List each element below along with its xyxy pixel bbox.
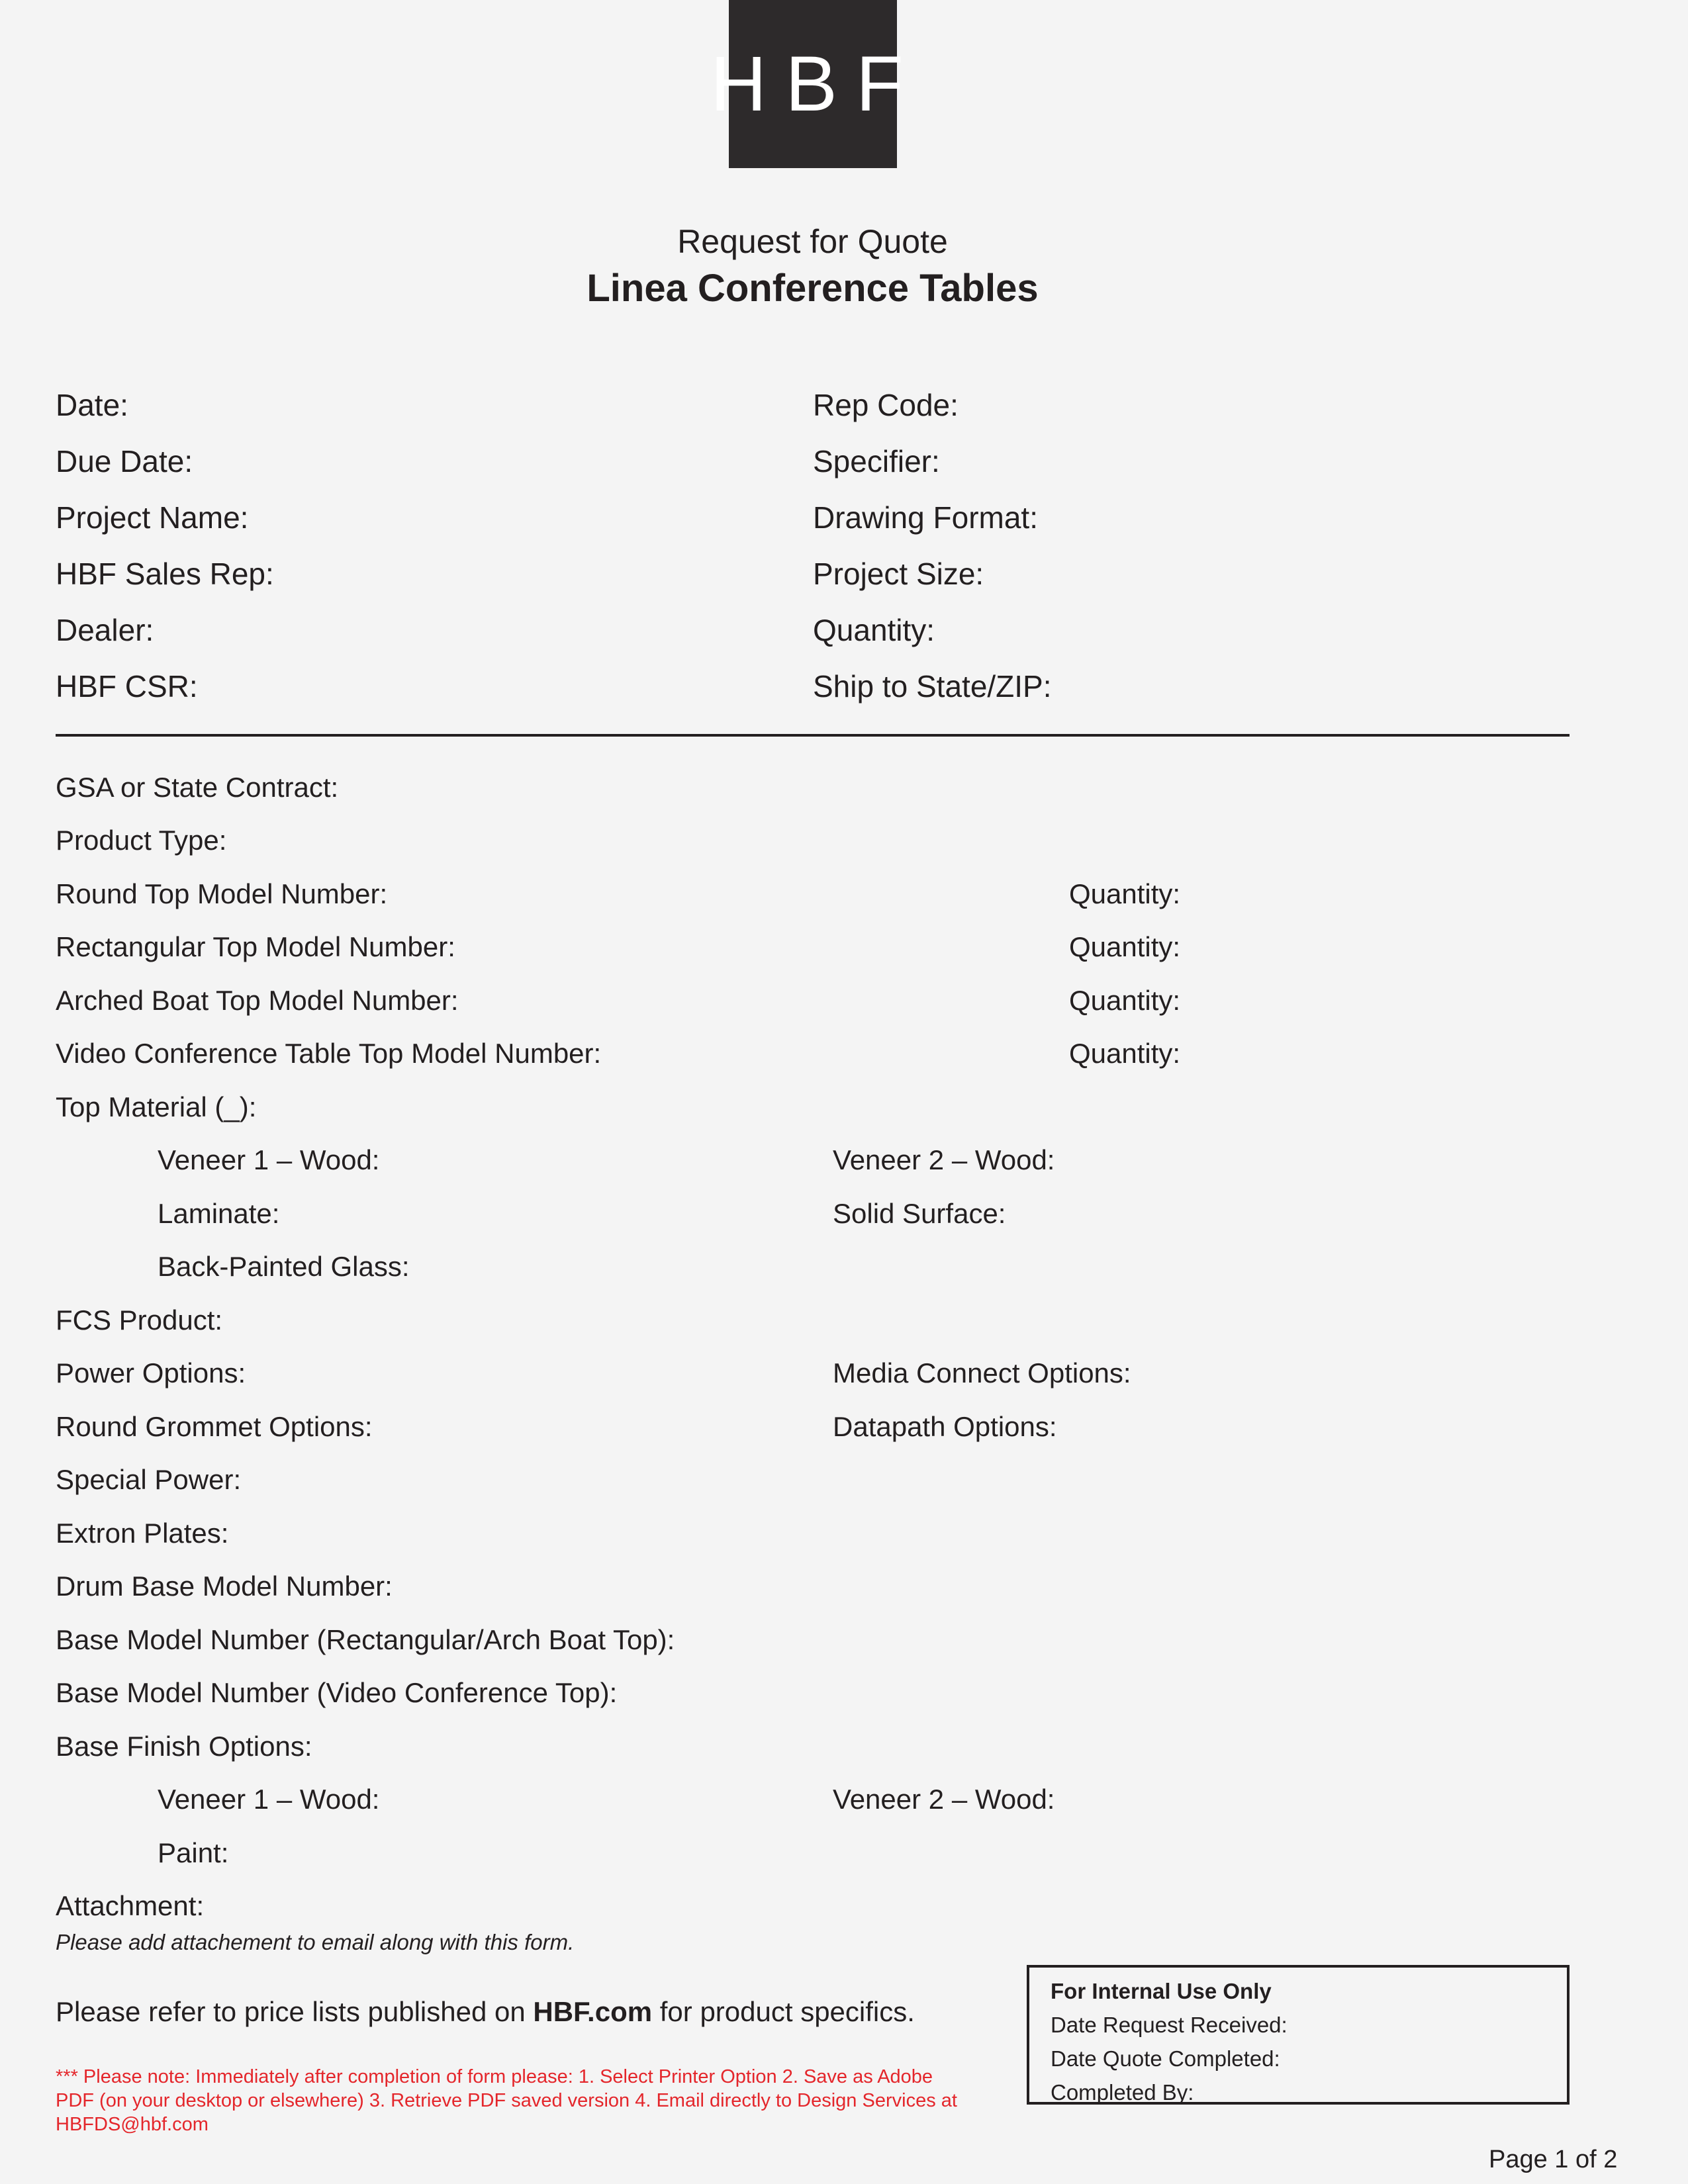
hbf-logo: HBF [729, 0, 897, 168]
base-video-label: Base Model Number (Video Conference Top): [56, 1677, 618, 1708]
date-request-received-label: Date Request Received: [1051, 2013, 1288, 2037]
project-name-label: Project Name: [56, 500, 249, 535]
video-top-quantity-label: Quantity: [1069, 1038, 1181, 1069]
section-divider [56, 734, 1570, 737]
datapath-label: Datapath Options: [833, 1411, 1057, 1442]
internal-use-box [1027, 1965, 1570, 2105]
quantity-label: Quantity: [813, 613, 935, 647]
fcs-product-label: FCS Product: [56, 1304, 223, 1336]
refer-text-after: for product specifics. [652, 1996, 915, 2027]
base-finish-label: Base Finish Options: [56, 1731, 312, 1762]
paint-label: Paint: [158, 1837, 229, 1868]
date-quote-completed-label: Date Quote Completed: [1051, 2046, 1280, 2071]
laminate-label: Laminate: [158, 1198, 280, 1229]
back-painted-glass-label: Back-Painted Glass: [158, 1251, 410, 1282]
product-type-label: Product Type: [56, 825, 227, 856]
top-material-label: Top Material (_): [56, 1091, 257, 1122]
attachment-note: Please add attachement to email along with this form. [56, 1930, 575, 1954]
specifier-label: Specifier: [813, 444, 940, 478]
rect-top-model-label: Rectangular Top Model Number: [56, 931, 455, 962]
special-power-label: Special Power: [56, 1464, 242, 1495]
hbf-sales-rep-label: HBF Sales Rep: [56, 557, 274, 591]
page-number: Page 1 of 2 [1489, 2146, 1618, 2173]
hbf-link[interactable]: HBF.com [533, 1996, 653, 2027]
media-connect-label: Media Connect Options: [833, 1357, 1131, 1388]
extron-plates-label: Extron Plates: [56, 1518, 229, 1549]
completed-by-label: Completed By: [1051, 2080, 1194, 2105]
drum-base-label: Drum Base Model Number: [56, 1570, 393, 1602]
internal-use-title: For Internal Use Only [1051, 1979, 1272, 2003]
dealer-label: Dealer: [56, 613, 154, 647]
attachment-label: Attachment: [56, 1890, 205, 1921]
hbf-csr-label: HBF CSR: [56, 669, 198, 704]
power-options-label: Power Options: [56, 1357, 246, 1388]
form-subtitle: Request for Quote [677, 223, 948, 260]
ship-to-label: Ship to State/ZIP: [813, 669, 1052, 704]
arched-top-quantity-label: Quantity: [1069, 985, 1181, 1016]
top-veneer2-label: Veneer 2 – Wood: [833, 1144, 1055, 1175]
date-label: Date: [56, 388, 128, 422]
rep-code-label: Rep Code: [813, 388, 959, 422]
top-veneer1-label: Veneer 1 – Wood: [158, 1144, 380, 1175]
base-rect-arch-label: Base Model Number (Rectangular/Arch Boat Top): [56, 1624, 675, 1655]
form-title: Linea Conference Tables [586, 267, 1039, 310]
base-veneer1-label: Veneer 1 – Wood: [158, 1784, 380, 1815]
round-top-model-label: Round Top Model Number: [56, 878, 388, 909]
project-size-label: Project Size: [813, 557, 984, 591]
drawing-format-label: Drawing Format: [813, 500, 1038, 535]
instructions-note: *** Please note: Immediately after completion of form please: 1. Select Printer Option 2. Save as Adobe PDF (on your desktop or elsewhere) 3. Retrieve PDF saved version 4. Email directly to Design Services at HBFDS@hbf.com [56, 2066, 957, 2135]
video-top-model-label: Video Conference Table Top Model Number: [56, 1038, 602, 1069]
due-date-label: Due Date: [56, 444, 193, 478]
arched-top-model-label: Arched Boat Top Model Number: [56, 985, 459, 1016]
refer-text-before: Please refer to price lists published on [56, 1996, 534, 2027]
round-grommet-label: Round Grommet Options: [56, 1411, 373, 1442]
gsa-contract-label: GSA or State Contract: [56, 772, 339, 803]
rect-top-quantity-label: Quantity: [1069, 931, 1181, 962]
round-top-quantity-label: Quantity: [1069, 878, 1181, 909]
price-list-note [56, 1996, 915, 2028]
solid-surface-label: Solid Surface: [833, 1198, 1006, 1229]
base-veneer2-label: Veneer 2 – Wood: [833, 1784, 1055, 1815]
